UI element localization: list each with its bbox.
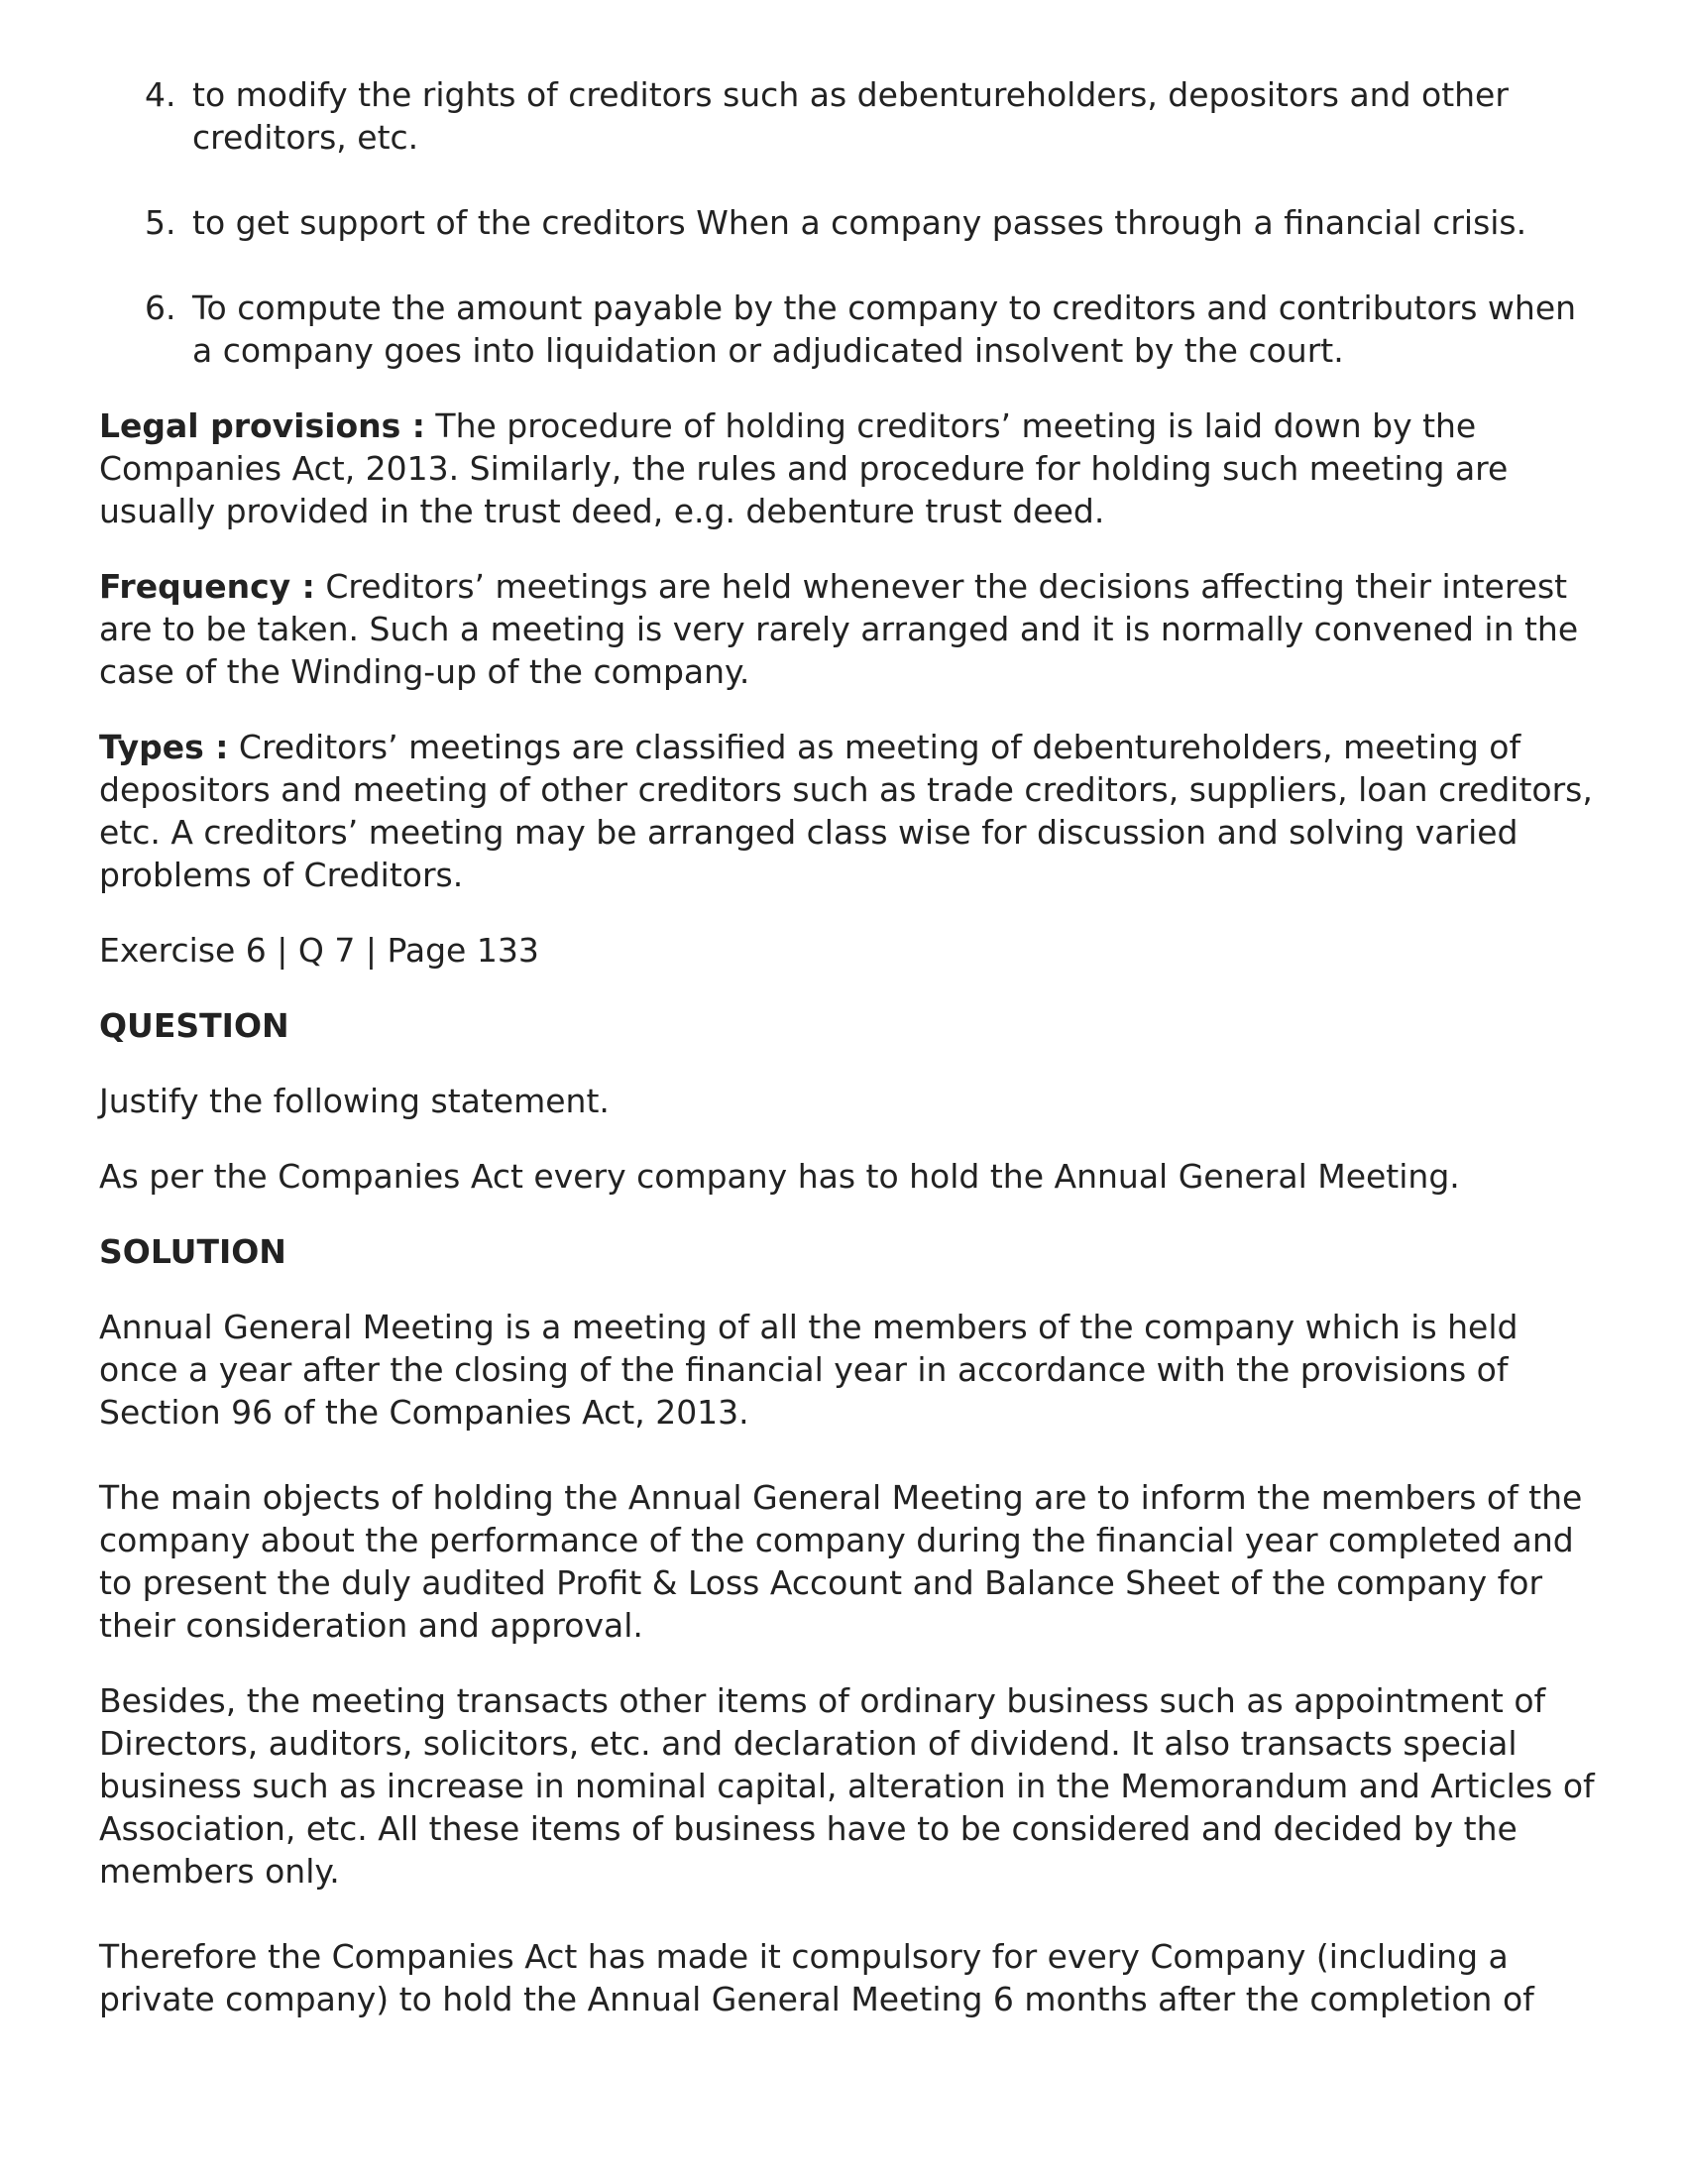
solution-paragraph-3: Besides, the meeting transacts other items of ordinary business such as appointment of Directors, auditors, solicitors, etc. and declaration of dividend. It also transacts special business such as increase in nominal capital, alteration in the Memorandum and Articles of Association, etc. All these items of business have to be considered and decided by the members only. [99, 1681, 1595, 1891]
list-item-text: To compute the amount payable by the company to creditors and contributors when a company goes into liquidation or adjudicated insolvent by the court. [192, 288, 1577, 370]
exercise-reference: Exercise 6 | Q 7 | Page 133 [99, 931, 539, 970]
solution-paragraph-4: Therefore the Companies Act has made it compulsory for every Company (including a private company) to hold the Annual General Meeting 6 months after the completion of [99, 1937, 1534, 2018]
types-text: Creditors’ meetings are classified as meeting of debentureholders, meeting of depositors and meeting of other creditors such as trade creditors, suppliers, loan creditors, etc. A creditors’ meeting may be arranged class wise for discussion and solving varied problems of Creditors. [99, 728, 1593, 894]
list-item-text: to modify the rights of creditors such as debentureholders, depositors and other creditors, etc. [192, 75, 1509, 157]
question-intro: Justify the following statement. [99, 1082, 610, 1120]
list-item-text: to get support of the creditors When a company passes through a financial crisis. [192, 203, 1527, 242]
question-statement: As per the Companies Act every company has to hold the Annual General Meeting. [99, 1157, 1460, 1196]
solution-paragraph-1: Annual General Meeting is a meeting of all the members of the company which is held once a year after the closing of the financial year in accordance with the provisions of Section 96 of the Companies Act, 2013. [99, 1308, 1519, 1432]
frequency-label: Frequency : [99, 567, 315, 606]
types-paragraph [99, 726, 1596, 896]
types-label: Types : [99, 728, 229, 766]
legal-provisions-paragraph [99, 404, 1596, 532]
list-item [99, 201, 1596, 244]
frequency-paragraph [99, 565, 1596, 693]
list-item [99, 287, 1596, 372]
list-item-number: 5. [145, 203, 176, 242]
solution-paragraph-2: The main objects of holding the Annual General Meeting are to inform the members of the company about the performance of the company during the financial year completed and to present the duly audited Profit & Loss Account and Balance Sheet of the company for their consideration and approval. [99, 1478, 1583, 1645]
objectives-list [99, 73, 1596, 372]
legal-provisions-text: The procedure of holding creditors’ meeting is laid down by the Companies Act, 2013. Similarly, the rules and procedure for holding such meeting are usually provided in the trust deed, e.g. debenture trust deed. [99, 406, 1509, 530]
list-item [99, 73, 1596, 159]
document-page [99, 73, 1596, 2053]
legal-provisions-label: Legal provisions : [99, 406, 425, 445]
list-item-number: 6. [145, 288, 176, 327]
question-heading: QUESTION [99, 1006, 289, 1045]
solution-heading: SOLUTION [99, 1232, 286, 1271]
frequency-text: Creditors’ meetings are held whenever the decisions affecting their interest are to be taken. Such a meeting is very rarely arranged and it is normally convened in the case of the Winding-up of the company. [99, 567, 1579, 691]
list-item-number: 4. [145, 75, 176, 114]
